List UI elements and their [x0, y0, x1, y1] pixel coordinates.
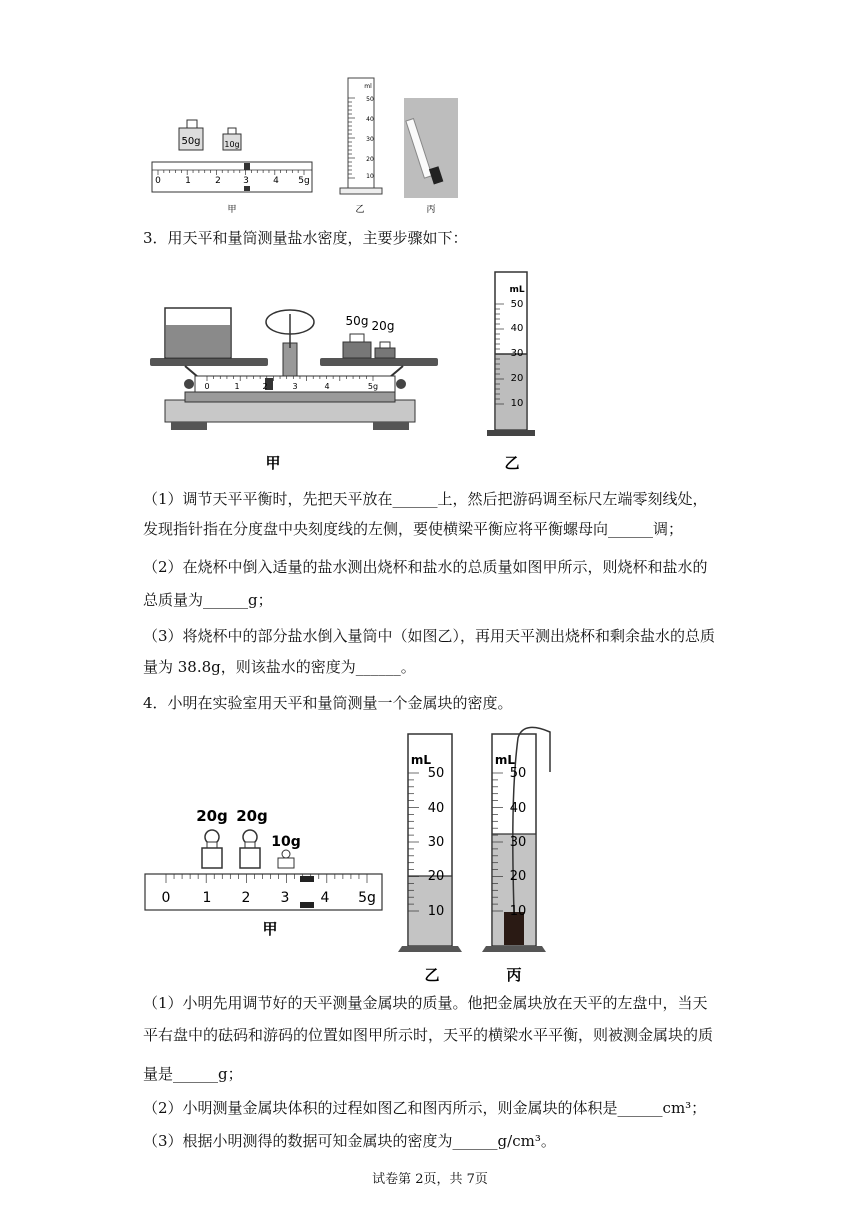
- q4-cylinder-bing-mark-30: 30: [509, 835, 527, 850]
- ruler-small-tick-1: 1: [185, 176, 191, 186]
- q4-p2: （2）小明测量金属块体积的过程如图乙和图丙所示，则金属块的体积是______cm³；: [143, 1099, 707, 1117]
- q4-cylinder-yi-mark-40: 40: [427, 801, 445, 816]
- q4-weight-20g-b: [240, 830, 260, 868]
- ruler-small-tick-3: 3: [243, 176, 249, 186]
- ruler-small-tick-0: 0: [155, 176, 161, 186]
- q4-cylinder-yi-mark-50: 50: [427, 766, 445, 781]
- q4-weight-10g-label: 10g: [271, 834, 301, 850]
- q3-cylinder-mark-10: 10: [510, 398, 524, 409]
- balance-tick-4: 4: [324, 382, 330, 391]
- q3-cylinder-unit: mL: [509, 285, 525, 295]
- q4-ruler-tick-4: 4: [320, 890, 330, 906]
- weight-10g-label: 10g: [224, 140, 240, 149]
- q4-cylinder-bing-mark-50: 50: [509, 766, 527, 781]
- q4-ruler-tick-3: 3: [280, 890, 290, 906]
- cylinder-small-mark-10: 10: [366, 173, 374, 180]
- weight-50g: [179, 120, 203, 150]
- balance-tick-0: 0: [204, 382, 210, 391]
- balance-tick-5: 5g: [367, 382, 379, 391]
- q3-label-yi: 乙: [504, 454, 520, 472]
- q4-cylinder-bing-mark-40: 40: [509, 801, 527, 816]
- q4-label-bing: 丙: [506, 966, 522, 984]
- balance-tick-3: 3: [292, 382, 298, 391]
- balance-tick-1: 1: [234, 382, 240, 391]
- q4-cylinder-yi-mark-30: 30: [427, 835, 445, 850]
- q3-weight-50g-label: 50g: [345, 314, 369, 328]
- label-bing-top: 丙: [426, 205, 436, 215]
- ruler-small-tick-5: 5g: [298, 176, 310, 186]
- q4-title: 4．小明在实验室用天平和量筒测量一个金属块的密度。: [143, 694, 513, 712]
- q4-cylinder-yi-unit: mL: [410, 753, 432, 767]
- balance-tick-2: 2: [262, 382, 268, 391]
- cylinder-small-mark-40: 40: [366, 116, 374, 123]
- ruler-small: [152, 162, 312, 192]
- q3-p3-line2: 量为 38.8g，则该盐水的密度为______。: [143, 658, 416, 676]
- q4-cylinder-bing-unit: mL: [494, 753, 516, 767]
- weight-50g-label: 50g: [181, 136, 201, 147]
- q4-ruler-tick-5: 5g: [358, 890, 376, 906]
- graduated-cylinder-small: [340, 78, 382, 194]
- balance: [150, 308, 438, 430]
- q4-ruler: [145, 874, 382, 910]
- q3-title: 3．用天平和量筒测量盐水密度，主要步骤如下：: [143, 229, 468, 247]
- label-yi-top: 乙: [355, 205, 365, 215]
- label-jia-top: 甲: [227, 205, 237, 215]
- q4-ruler-tick-1: 1: [202, 890, 212, 906]
- q3-p3-line1: （3）将烧杯中的部分盐水倒入量筒中（如图乙），再用天平测出烧杯和剩余盐水的总质: [143, 627, 716, 645]
- q4-cylinder-bing-mark-10: 10: [509, 904, 527, 919]
- syringe-photo: [404, 98, 458, 198]
- q3-figure: [145, 268, 565, 478]
- page-footer: 试卷第 2页，共 7页: [372, 1172, 488, 1187]
- q3-cylinder-mark-40: 40: [510, 323, 524, 334]
- q4-cylinder-bing-mark-20: 20: [509, 869, 527, 884]
- ruler-small-tick-2: 2: [215, 176, 221, 186]
- q4-weight-20g-a: [202, 830, 222, 868]
- q3-weight-20g: [375, 342, 395, 358]
- q4-cylinder-yi-mark-10: 10: [427, 904, 445, 919]
- q3-weight-20g-label: 20g: [371, 319, 395, 333]
- weight-10g: [223, 128, 241, 150]
- q3-label-jia: 甲: [265, 454, 281, 472]
- q3-cylinder-mark-50: 50: [510, 299, 524, 310]
- q3-p2-line2: 总质量为______g；: [143, 591, 273, 609]
- q3-p1-line2: 发现指针指在分度盘中央刻度线的左侧，要使横梁平衡应将平衡螺母向______调；: [143, 520, 684, 538]
- q4-p1-line1: （1）小明先用调节好的天平测量金属块的质量。他把金属块放在天平的左盘中，当天: [143, 994, 708, 1012]
- q3-weight-50g: [343, 334, 371, 358]
- cylinder-small-mark-30: 30: [366, 136, 374, 143]
- cylinder-small-unit: ml: [364, 83, 372, 90]
- q4-cylinder-yi-mark-20: 20: [427, 869, 445, 884]
- cylinder-small-mark-50: 50: [366, 96, 374, 103]
- q4-ruler-tick-0: 0: [161, 890, 171, 906]
- q3-p1-line1: （1）调节天平平衡时，先把天平放在______上，然后把游码调至标尺左端零刻线处，: [143, 490, 708, 508]
- q4-label-jia: 甲: [262, 920, 278, 938]
- q4-weight-20g-a-label: 20g: [196, 807, 228, 825]
- q4-p3: （3）根据小明测得的数据可知金属块的密度为______g/cm³。: [143, 1132, 556, 1150]
- q4-weight-10g: [278, 850, 294, 868]
- q3-p2-line1: （2）在烧杯中倒入适量的盐水测出烧杯和盐水的总质量如图甲所示，则烧杯和盐水的: [143, 558, 708, 576]
- q4-p1-line2: 平右盘中的砝码和游码的位置如图甲所示时，天平的横梁水平平衡，则被测金属块的质: [143, 1026, 714, 1044]
- q4-label-yi: 乙: [424, 966, 440, 984]
- q4-p1-line3: 量是______g；: [143, 1065, 243, 1083]
- q3-cylinder-mark-20: 20: [510, 373, 524, 384]
- q4-ruler-tick-2: 2: [241, 890, 251, 906]
- top-figure: [140, 70, 480, 220]
- q4-figure: [140, 724, 570, 986]
- cylinder-small-mark-20: 20: [366, 156, 374, 163]
- q4-weight-20g-b-label: 20g: [236, 807, 268, 825]
- q3-cylinder-mark-30: 30: [510, 348, 524, 359]
- ruler-small-tick-4: 4: [273, 176, 279, 186]
